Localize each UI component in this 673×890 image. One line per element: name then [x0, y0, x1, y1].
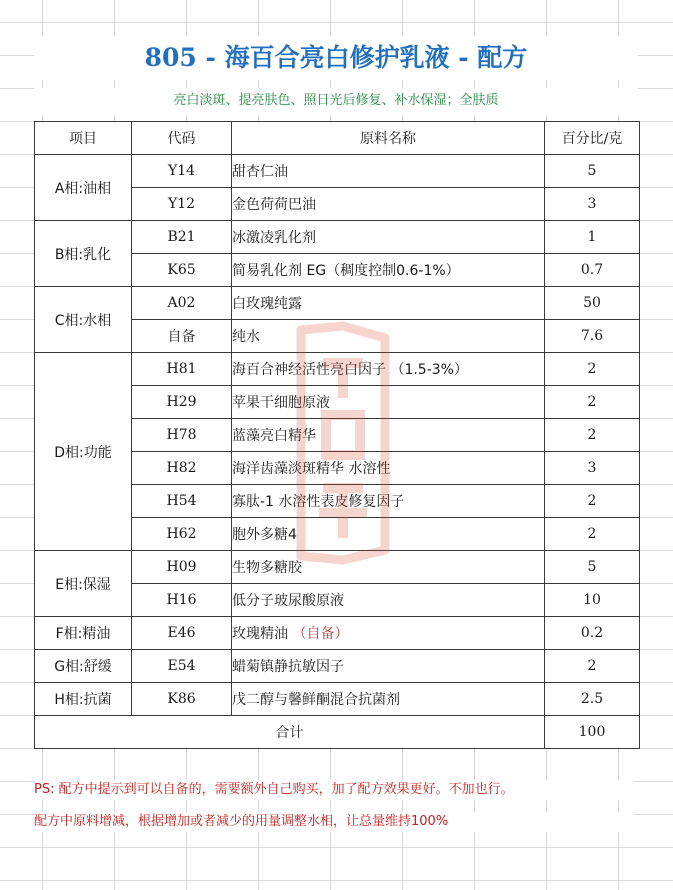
table-row	[35, 617, 640, 650]
code-cell: Y12	[132, 188, 232, 221]
ingredient-cell: 甜杏仁油	[232, 155, 545, 188]
amount-cell: 2	[545, 353, 640, 386]
ingredient-cell: 低分子玻尿酸原液	[232, 584, 545, 617]
table-row	[35, 683, 640, 716]
code-cell: E54	[132, 650, 232, 683]
ps-note: PS: 配方中提示到可以自备的，需要额外自己购买，加了配方效果更好。不加也行。	[34, 780, 634, 800]
amount-cell: 2	[545, 386, 640, 419]
amount-cell: 2	[545, 419, 640, 452]
code-cell: K86	[132, 683, 232, 716]
code-cell: H54	[132, 485, 232, 518]
header-name: 原料名称	[232, 122, 545, 155]
phase-cell: H相:抗菌	[35, 683, 132, 716]
ingredient-cell: 寡肽-1 水溶性表皮修复因子	[232, 485, 545, 518]
page-subtitle: 亮白淡斑、提亮肤色、照日光后修复、补水保湿；全肤质	[34, 88, 638, 114]
ingredient-cell: 蓝藻亮白精华	[232, 419, 545, 452]
code-cell: H16	[132, 584, 232, 617]
code-cell: H82	[132, 452, 232, 485]
header-phase: 项目	[35, 122, 132, 155]
header-code: 代码	[132, 122, 232, 155]
amount-cell: 2.5	[545, 683, 640, 716]
table-row	[35, 551, 640, 584]
amount-cell: 3	[545, 452, 640, 485]
ingredient-cell	[232, 617, 545, 650]
amount-cell: 2	[545, 650, 640, 683]
phase-cell: B相:乳化	[35, 221, 132, 287]
code-cell: Y14	[132, 155, 232, 188]
amount-cell: 2	[545, 485, 640, 518]
ingredient-cell: 生物多糖胶	[232, 551, 545, 584]
table-row	[35, 155, 640, 188]
code-cell: H62	[132, 518, 232, 551]
total-amount: 100	[545, 716, 640, 749]
table-row	[35, 287, 640, 320]
amount-cell: 0.2	[545, 617, 640, 650]
code-cell: K65	[132, 254, 232, 287]
amount-cell: 5	[545, 155, 640, 188]
ingredient-cell: 纯水	[232, 320, 545, 353]
ingredient-cell: 简易乳化剂 EG（稠度控制0.6-1%）	[232, 254, 545, 287]
table-row	[35, 353, 640, 386]
phase-cell: C相:水相	[35, 287, 132, 353]
phase-cell: E相:保湿	[35, 551, 132, 617]
amount-cell: 10	[545, 584, 640, 617]
ingredient-name: 玫瑰精油	[232, 626, 288, 642]
table-row	[35, 650, 640, 683]
page-title: 805 - 海百合亮白修护乳液 - 配方	[34, 36, 638, 80]
ingredient-cell: 海百合神经活性亮白因子 （1.5-3%）	[232, 353, 545, 386]
table-row	[35, 221, 640, 254]
formula-table	[34, 121, 640, 749]
code-cell: 自备	[132, 320, 232, 353]
code-cell: H29	[132, 386, 232, 419]
amount-cell: 0.7	[545, 254, 640, 287]
amount-cell: 5	[545, 551, 640, 584]
amount-cell: 50	[545, 287, 640, 320]
phase-cell: D相:功能	[35, 353, 132, 551]
code-cell: E46	[132, 617, 232, 650]
code-cell: B21	[132, 221, 232, 254]
amount-cell: 2	[545, 518, 640, 551]
adjustment-note: 配方中原料增减，根据增加或者减少的用量调整水相，让总量维持100%	[34, 812, 634, 832]
ingredient-cell: 胞外多糖4	[232, 518, 545, 551]
ingredient-cell: 蜡菊镇静抗敏因子	[232, 650, 545, 683]
self-supply-note: （自备）	[292, 626, 349, 642]
phase-cell: A相:油相	[35, 155, 132, 221]
ingredient-cell: 苹果干细胞原液	[232, 386, 545, 419]
total-row	[35, 716, 640, 749]
code-cell: H81	[132, 353, 232, 386]
ingredient-cell: 白玫瑰纯露	[232, 287, 545, 320]
table-header-row	[35, 122, 640, 155]
total-label: 合计	[35, 716, 545, 749]
code-cell: A02	[132, 287, 232, 320]
phase-cell: G相:舒缓	[35, 650, 132, 683]
code-cell: H78	[132, 419, 232, 452]
code-cell: H09	[132, 551, 232, 584]
header-amount: 百分比/克	[545, 122, 640, 155]
ingredient-cell: 金色荷荷巴油	[232, 188, 545, 221]
ingredient-cell: 海洋齿藻淡斑精华 水溶性	[232, 452, 545, 485]
amount-cell: 1	[545, 221, 640, 254]
amount-cell: 3	[545, 188, 640, 221]
ingredient-cell: 戊二醇与馨鲜酮混合抗菌剂	[232, 683, 545, 716]
phase-cell: F相:精油	[35, 617, 132, 650]
amount-cell: 7.6	[545, 320, 640, 353]
ingredient-cell: 冰激凌乳化剂	[232, 221, 545, 254]
